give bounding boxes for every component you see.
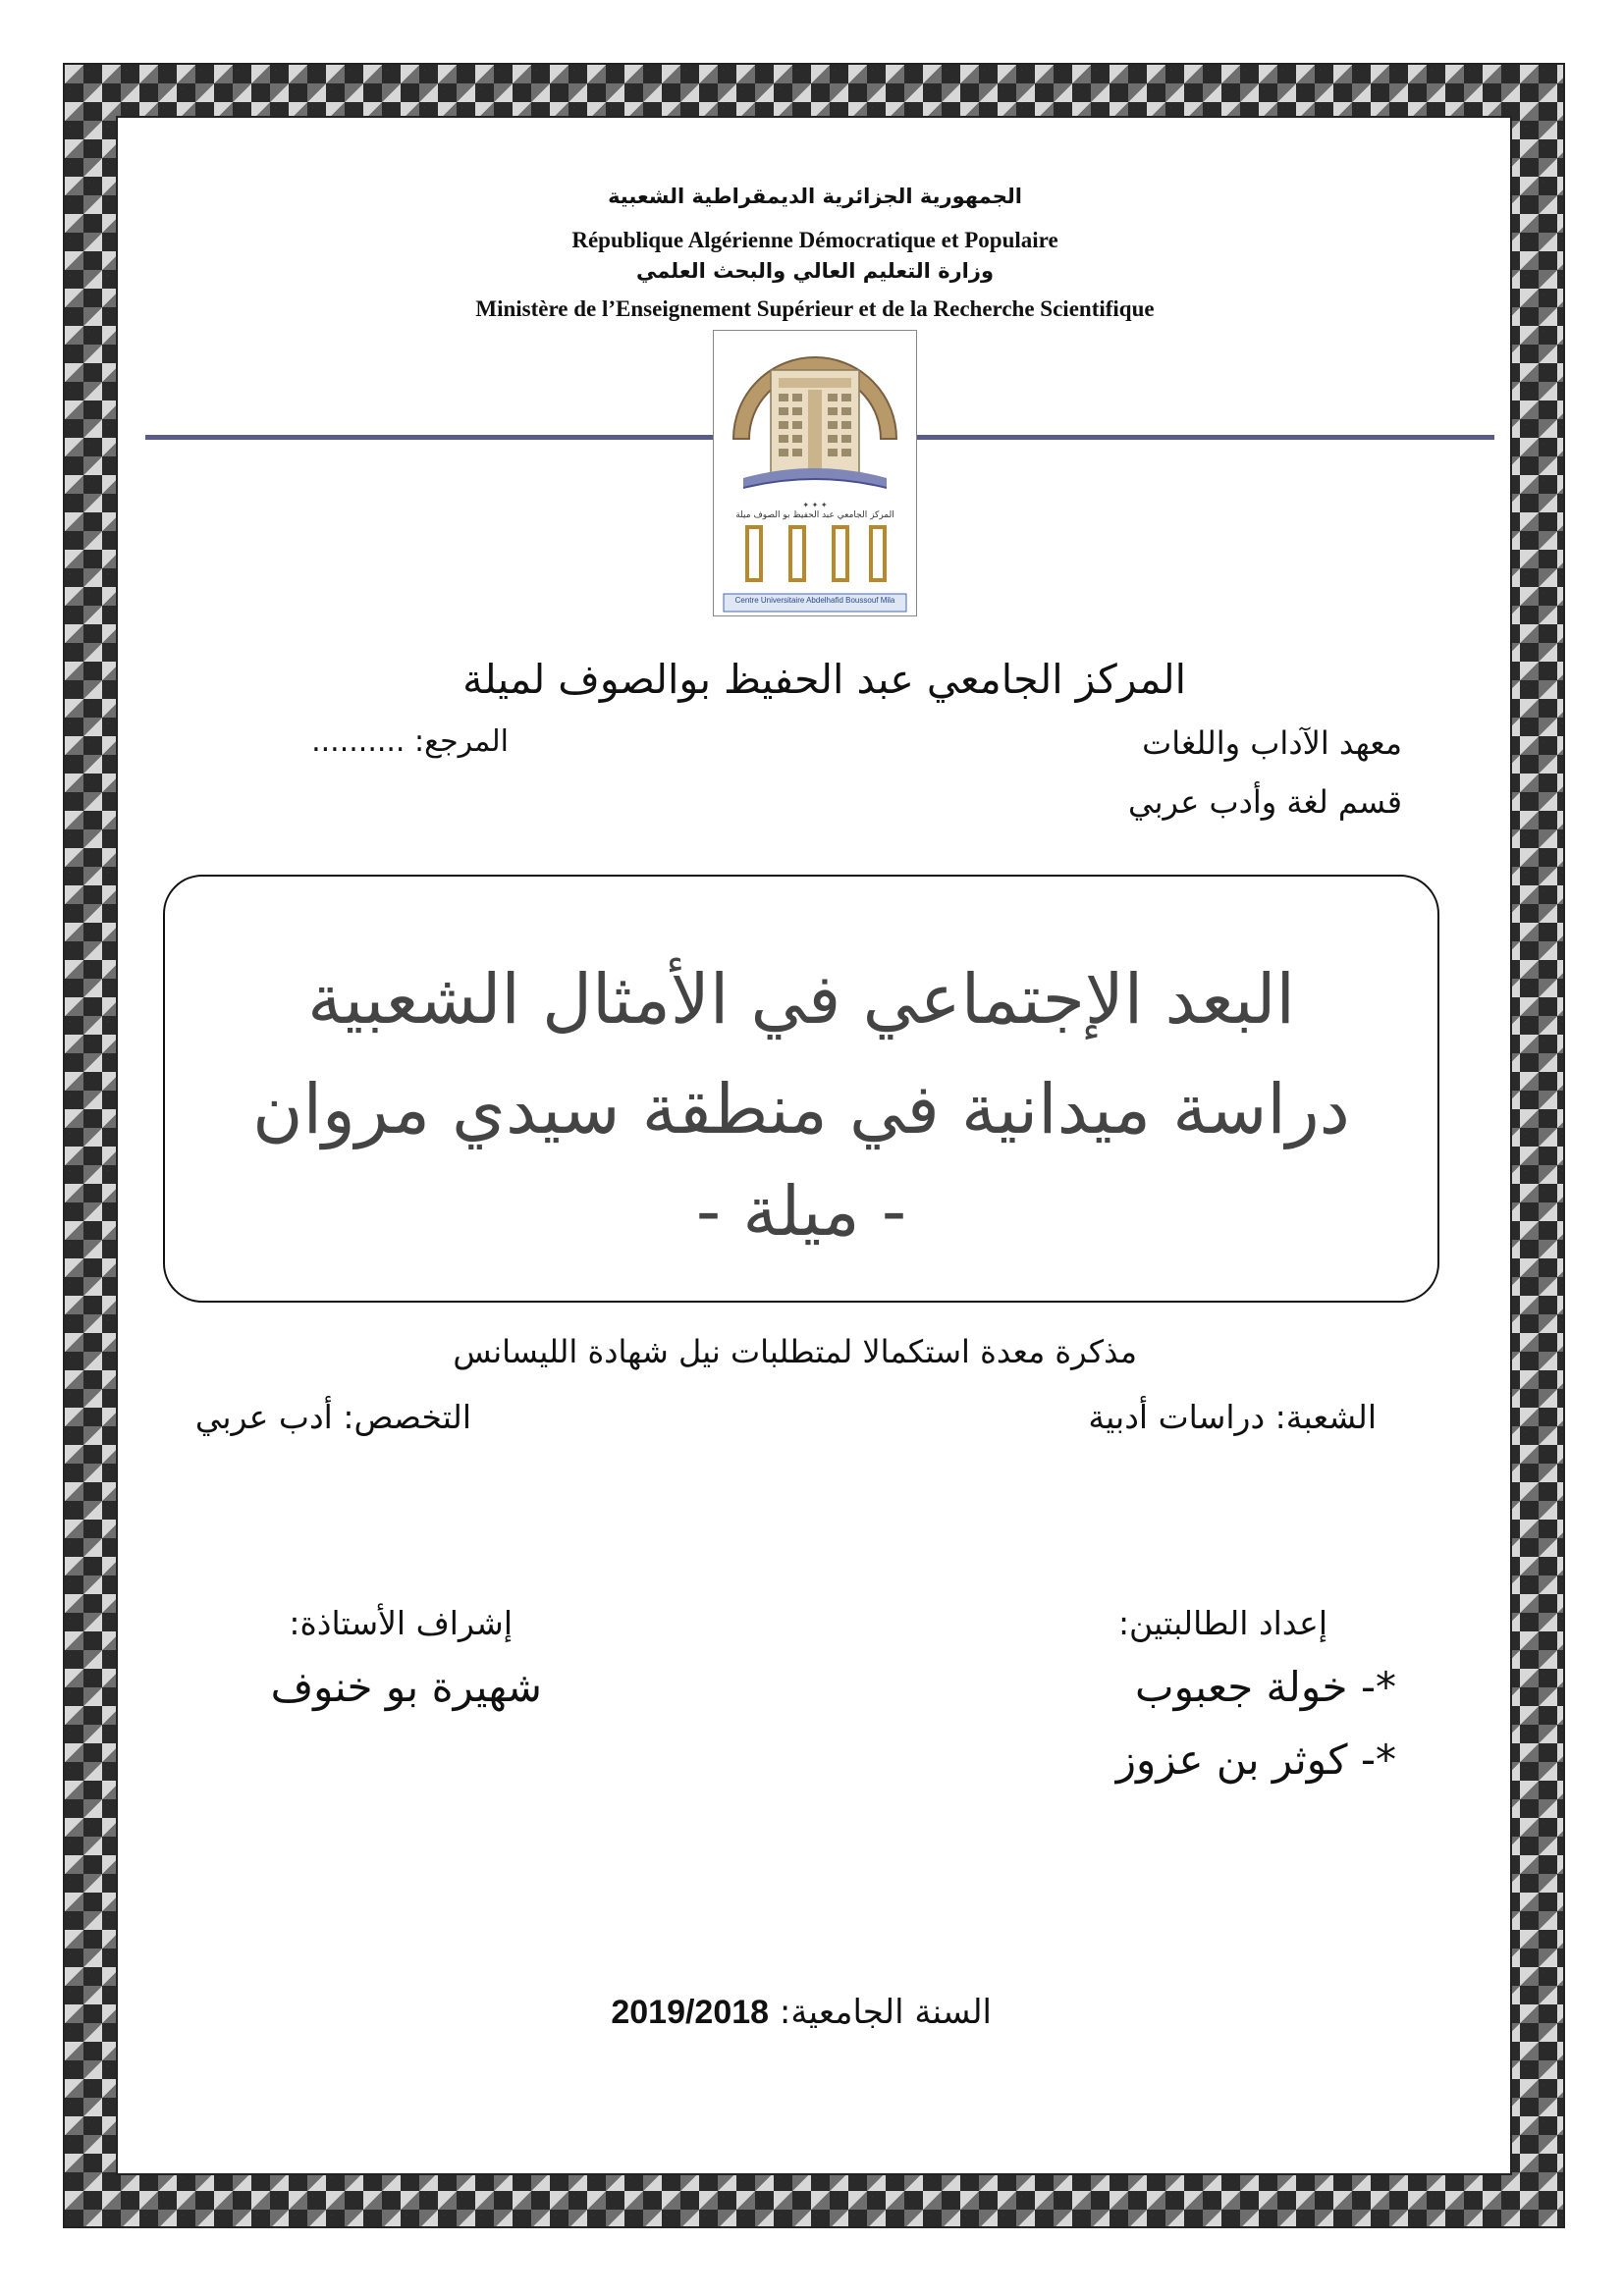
branch-field: الشعبة: دراسات أدبية bbox=[1088, 1398, 1377, 1436]
header-rule-left bbox=[145, 435, 715, 440]
university-logo bbox=[713, 330, 917, 616]
academic-year-label: السنة الجامعية: bbox=[779, 1993, 992, 2032]
ministry-arabic: وزارة التعليم العالي والبحث العلمي bbox=[635, 259, 995, 283]
institute-name: معهد الآداب واللغات bbox=[1142, 724, 1402, 762]
thesis-title-line-3: - ميلة - bbox=[695, 1171, 907, 1252]
student-name-1: *- خولة جعبوب bbox=[1135, 1663, 1396, 1711]
academic-year-value: 2019/2018 bbox=[611, 1994, 770, 2031]
thesis-title-line-2: دراسة ميدانية في منطقة سيدي مروان bbox=[252, 1069, 1350, 1149]
thesis-title-line-1: البعد الإجتماعي في الأمثال الشعبية bbox=[307, 959, 1295, 1040]
republic-french: République Algérienne Démocratique et Populaire bbox=[571, 228, 1058, 252]
institution-name: المركز الجامعي عبد الحفيظ بوالصوف لميلة bbox=[462, 656, 1186, 703]
supervisor-label: إشراف الأستاذة: bbox=[289, 1604, 513, 1642]
student-name-2: *- كوثر بن عزوز bbox=[1115, 1735, 1396, 1784]
prepared-by-label: إعداد الطالبتين: bbox=[1117, 1604, 1327, 1642]
supervisor-name: شهيرة بو خنوف bbox=[270, 1663, 542, 1711]
memo-description: مذكرة معدة استكمالا لمتطلبات نيل شهادة الليسانس bbox=[453, 1333, 1137, 1370]
ministry-french: Ministère de l’Enseignement Supérieur et de la Recherche Scientifique bbox=[475, 296, 1155, 321]
building-emblem-icon bbox=[714, 331, 916, 615]
reference-field: المرجع: .......... bbox=[311, 724, 509, 759]
logo-caption-french: Centre Universitaire Abdelhafid Boussouf Mila bbox=[734, 596, 895, 605]
specialty-field: التخصص: أدب عربي bbox=[194, 1398, 471, 1436]
republic-arabic: الجمهورية الجزائرية الديمقراطية الشعبية bbox=[608, 185, 1022, 208]
header-rule-right bbox=[915, 435, 1494, 440]
svg-text:✦ ✦ ✦: ✦ ✦ ✦ bbox=[802, 501, 828, 509]
thesis-title-box bbox=[163, 875, 1439, 1303]
academic-year bbox=[611, 1993, 992, 2032]
department-name: قسم لغة وأدب عربي bbox=[1127, 783, 1402, 821]
logo-caption-arabic: المركز الجامعي عبد الحفيظ بو الصوف ميلة bbox=[735, 510, 894, 520]
